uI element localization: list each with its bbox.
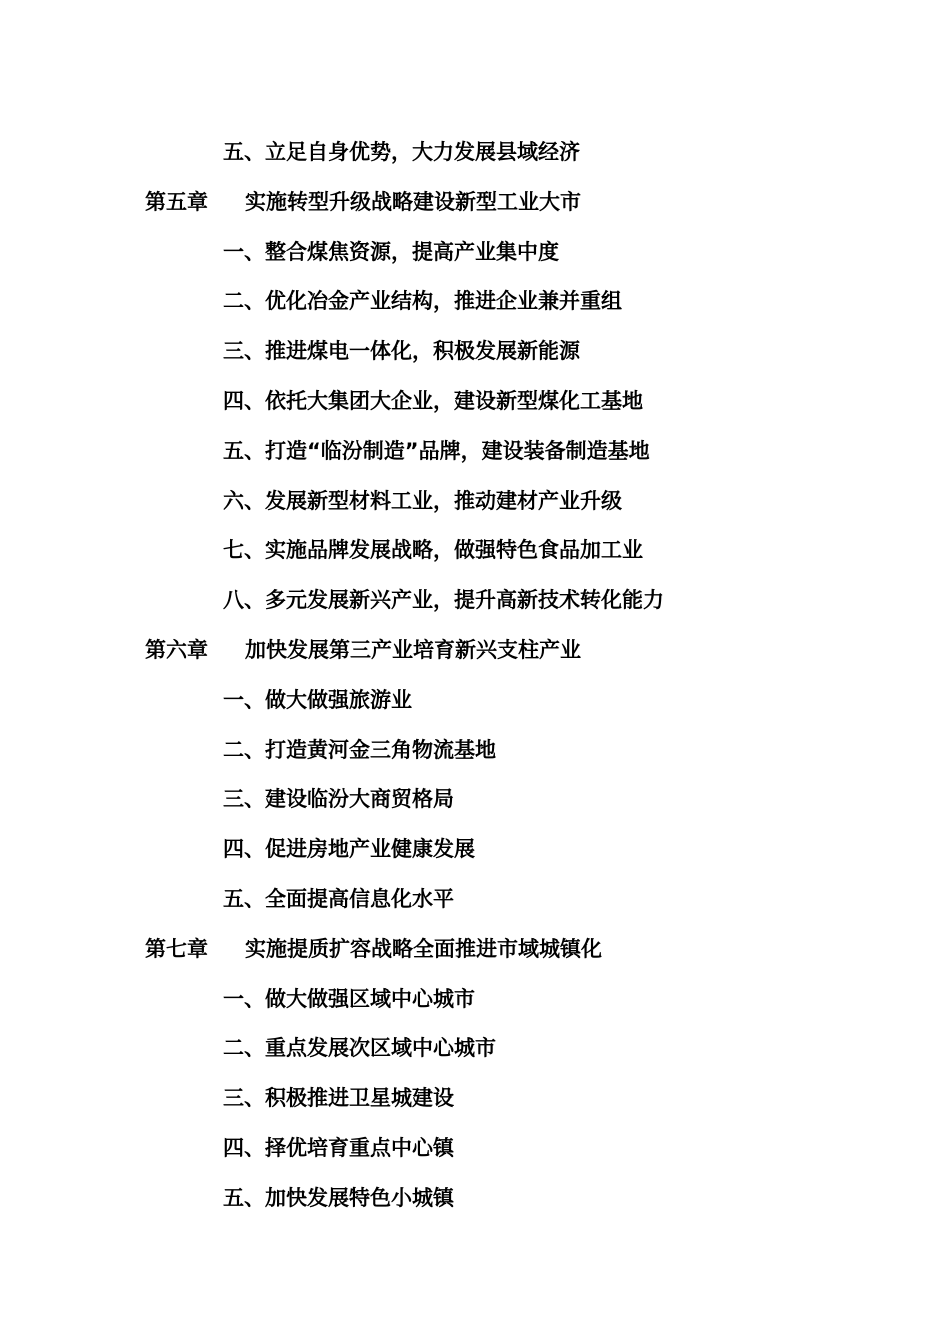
toc-item: 八、多元发展新兴产业，提升高新技术转化能力 — [223, 588, 664, 613]
chapter-title: 实施转型升级战略建设新型工业大市 — [245, 189, 581, 214]
chapter-title: 加快发展第三产业培育新兴支柱产业 — [245, 637, 581, 662]
toc-item: 三、建设临汾大商贸格局 — [223, 787, 454, 812]
toc-item: 二、优化冶金产业结构，推进企业兼并重组 — [223, 289, 622, 314]
toc-item: 四、择优培育重点中心镇 — [223, 1135, 454, 1160]
toc-item: 一、做大做强区域中心城市 — [223, 986, 475, 1011]
toc-item: 四、依托大集团大企业，建设新型煤化工基地 — [223, 388, 643, 413]
toc-item: 三、推进煤电一体化，积极发展新能源 — [223, 339, 580, 364]
chapter-number: 第七章 — [145, 936, 208, 961]
toc-item: 四、促进房地产业健康发展 — [223, 837, 475, 862]
toc-item: 五、全面提高信息化水平 — [223, 886, 454, 911]
toc-item: 三、积极推进卫星城建设 — [223, 1086, 454, 1111]
toc-item: 一、整合煤焦资源，提高产业集中度 — [223, 239, 559, 264]
toc-item: 二、打造黄河金三角物流基地 — [223, 737, 496, 762]
chapter-number: 第六章 — [145, 637, 208, 662]
table-of-contents — [0, 128, 950, 1224]
toc-chapter-heading — [0, 178, 950, 228]
toc-item: 七、实施品牌发展战略，做强特色食品加工业 — [223, 538, 643, 563]
toc-item: 五、加快发展特色小城镇 — [223, 1185, 454, 1210]
toc-item: 五、打造“临汾制造”品牌，建设装备制造基地 — [223, 438, 650, 463]
toc-chapter-heading — [0, 925, 950, 975]
chapter-title: 实施提质扩容战略全面推进市域城镇化 — [245, 936, 602, 961]
chapter-number: 第五章 — [145, 189, 208, 214]
toc-item: 一、做大做强旅游业 — [223, 687, 412, 712]
toc-chapter-heading — [0, 626, 950, 676]
toc-item: 六、发展新型材料工业，推动建材产业升级 — [223, 488, 622, 513]
toc-item: 二、重点发展次区域中心城市 — [223, 1036, 496, 1061]
toc-item: 五、立足自身优势，大力发展县域经济 — [223, 140, 580, 164]
